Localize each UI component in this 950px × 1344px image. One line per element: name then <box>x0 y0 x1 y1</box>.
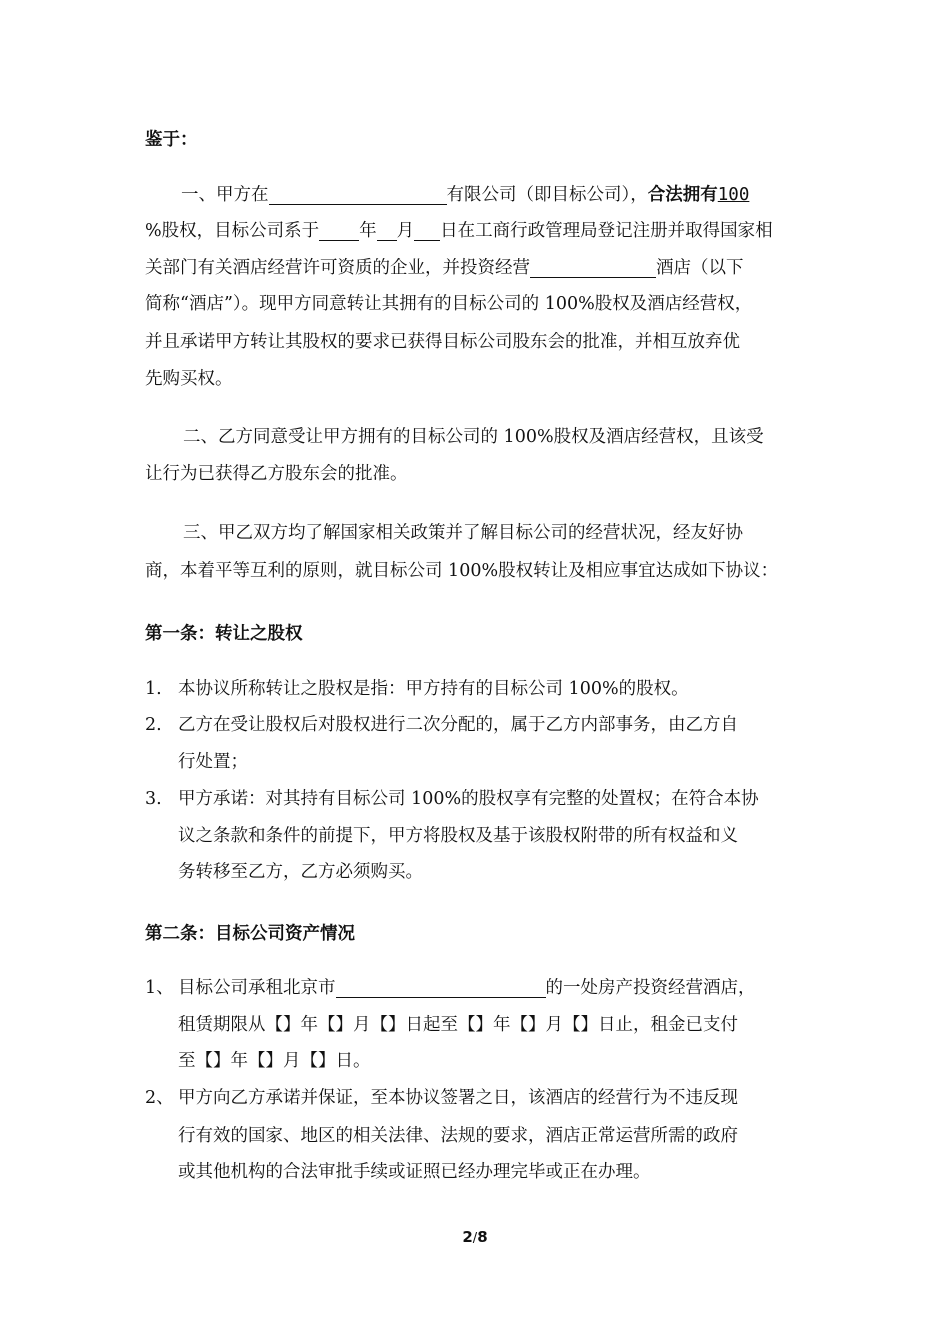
text: 有限公司（即目标公司）， <box>446 185 648 205</box>
article-2-item-2-number: 2、 <box>145 1088 174 1108</box>
article-1-item-3-line-3: 务转移至乙方，乙方必须购买。 <box>178 862 423 882</box>
page-number <box>0 1228 950 1246</box>
article-1-item-2-number: 2. <box>145 715 162 735</box>
day-blank <box>414 223 440 241</box>
article-2-item-1-line-3: 至【】年【】月【】日。 <box>178 1051 371 1071</box>
article-2-item-1-number: 1、 <box>145 978 174 998</box>
article-1-item-1-number: 1. <box>145 679 162 699</box>
current-page: 2 <box>462 1228 473 1246</box>
text: 的一处房产投资经营酒店， <box>545 978 756 998</box>
article-1-item-2-line-2: 行处置； <box>178 752 248 772</box>
text: 合法拥有 <box>647 185 718 205</box>
article-1-item-1-line-1: 本协议所称转让之股权是指：甲方持有的目标公司 100%的股权。 <box>178 679 689 699</box>
text: 酒店（以下 <box>656 258 744 278</box>
article-2-item-1-line-1 <box>178 978 756 998</box>
hotel-name-blank <box>530 260 656 278</box>
text: 月 <box>396 221 415 241</box>
text: 关部门有关酒店经营许可资质的企业，并投资经营 <box>145 258 530 278</box>
address-blank <box>336 980 546 998</box>
article-2-item-2-line-3: 或其他机构的合法审批手续或证照已经办理完毕或正在办理。 <box>178 1162 651 1182</box>
recital-2-line-2: 让行为已获得乙方股东会的批准。 <box>145 464 408 484</box>
recital-1-line-1 <box>181 185 749 205</box>
article-1-item-2-line-1: 乙方在受让股权后对股权进行二次分配的，属于乙方内部事务，由乙方自 <box>178 715 738 735</box>
recital-1-line-6: 先购买权。 <box>145 369 233 389</box>
recital-1-line-3 <box>145 258 744 278</box>
recital-1-line-5: 并且承诺甲方转让其股权的要求已获得目标公司股东会的批准，并相互放弃优 <box>145 332 740 352</box>
recital-2-line-1: 二、乙方同意受让甲方拥有的目标公司的 100%股权及酒店经营权，且该受 <box>183 427 764 447</box>
recital-3-line-1: 三、甲乙双方均了解国家相关政策并了解目标公司的经营状况，经友好协 <box>183 523 743 543</box>
year-blank <box>319 223 359 241</box>
article-2-item-1-line-2: 租赁期限从【】年【】月【】日起至【】年【】月【】日止，租金已支付 <box>178 1015 738 1035</box>
article-1-item-3-number: 3. <box>145 789 162 809</box>
text: 目标公司承租北京市 <box>178 978 336 998</box>
article-2-item-2-line-2: 行有效的国家、地区的相关法律、法规的要求，酒店正常运营所需的政府 <box>178 1126 738 1146</box>
article-1-item-3-line-1: 甲方承诺：对其持有目标公司 100%的股权享有完整的处置权；在符合本协 <box>178 789 759 809</box>
article-1-title: 第一条：转让之股权 <box>145 624 303 644</box>
text: %股权，目标公司系于 <box>145 221 320 241</box>
share-percent: 100 <box>717 185 750 205</box>
text: 日在工商行政管理局登记注册并取得国家相 <box>440 221 773 241</box>
preamble-heading: 鉴于： <box>145 130 198 150</box>
recital-1-line-4: 简称“酒店”）。现甲方同意转让其拥有的目标公司的 100%股权及酒店经营权， <box>145 294 753 314</box>
page-separator: / <box>472 1231 478 1246</box>
article-2-title: 第二条：目标公司资产情况 <box>145 924 355 944</box>
total-pages: 8 <box>477 1228 488 1246</box>
recital-1-line-2 <box>145 221 773 241</box>
month-blank <box>377 223 397 241</box>
company-name-blank <box>269 187 447 205</box>
text: 年 <box>359 221 377 241</box>
recital-3-line-2: 商，本着平等互利的原则，就目标公司 100%股权转让及相应事宜达成如下协议： <box>145 561 779 581</box>
text: 一、甲方在 <box>181 185 269 205</box>
article-1-item-3-line-2: 议之条款和条件的前提下，甲方将股权及基于该股权附带的所有权益和义 <box>178 826 738 846</box>
article-2-item-2-line-1: 甲方向乙方承诺并保证，至本协议签署之日，该酒店的经营行为不违反现 <box>178 1088 738 1108</box>
